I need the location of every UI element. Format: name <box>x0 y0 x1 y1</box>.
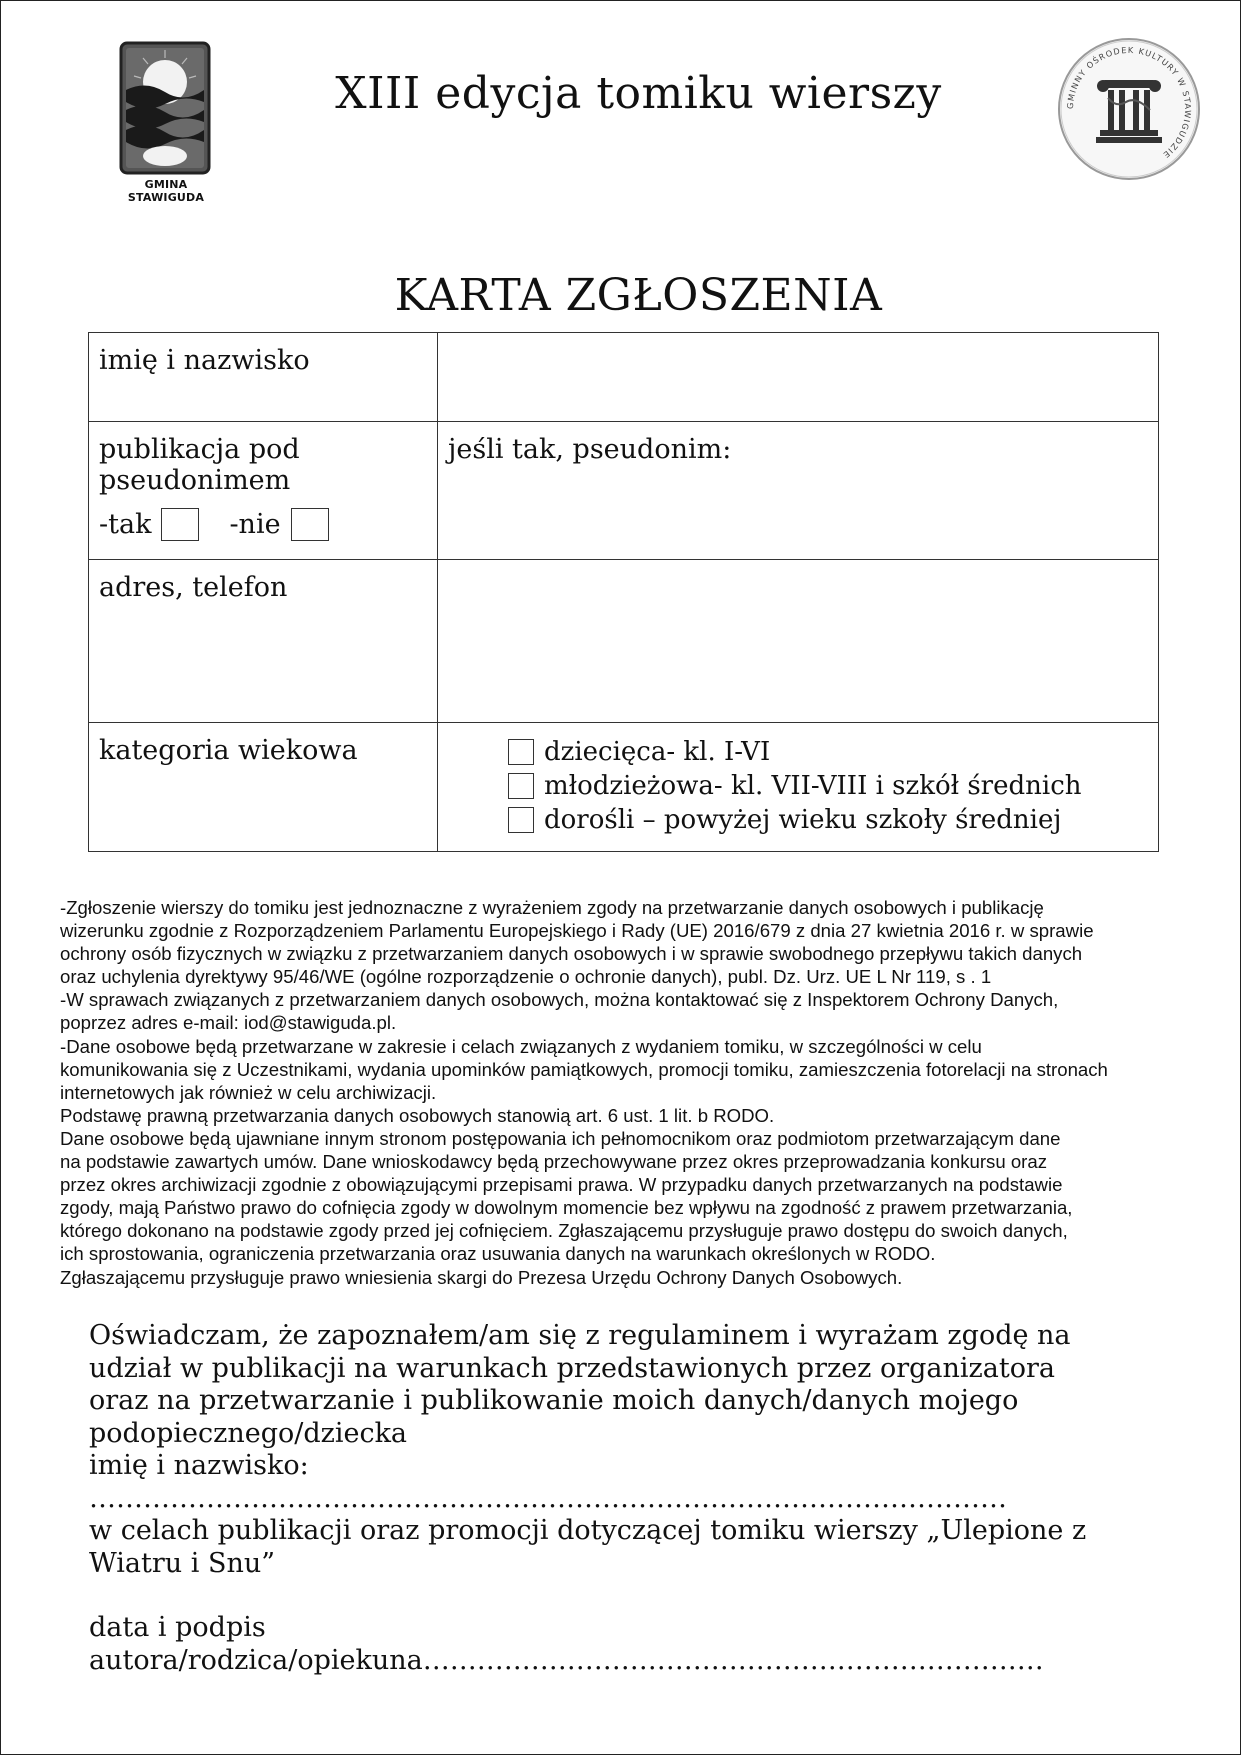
address-field[interactable] <box>438 560 1159 723</box>
gdpr-line: na podstawie zawartych umów. Dane wnioskodawcy będą przechowywane przez okres przeprowadzania konkursu oraz <box>60 1151 1048 1173</box>
age-option-youth[interactable] <box>508 769 1148 803</box>
pseudonym-field[interactable] <box>438 422 1159 560</box>
declaration-line: Wiatru i Snu” <box>89 1547 276 1579</box>
gdpr-line: -Dane osobowe będą przetwarzane w zakresie i celach związanych z wydaniem tomiku, w szczególności w celu <box>60 1035 982 1057</box>
form-title: KARTA ZGŁOSZENIA <box>394 270 883 321</box>
yes-label: -tak <box>99 509 152 540</box>
gok-stawiguda-logo <box>1056 36 1202 182</box>
yes-checkbox[interactable] <box>161 508 199 541</box>
svg-text:GMINNY OŚRODEK KULTURY W STAWI: GMINNY OŚRODEK KULTURY W STAWIGUDZIE <box>1064 44 1194 161</box>
pseudonym-label-line2: pseudonimem <box>99 465 291 496</box>
pseudonym-label-cell <box>89 422 438 560</box>
declaration-line: Oświadczam, że zapoznałem/am się z regulaminem i wyrażam zgodę na <box>89 1320 1071 1351</box>
gdpr-line: -Zgłoszenie wierszy do tomiku jest jednoznaczne z wyrażeniem zgody na przetwarzanie danych osobowych i publikację <box>60 897 1044 918</box>
gdpr-line: ich sprostowania, ograniczenia przetwarzania oraz usuwania danych na warunkach określonych w RODO. <box>60 1243 936 1265</box>
gdpr-line: przez okres archiwizacji zgodnie z obowiązującymi przepisami prawa. W przypadku danych przetwarzanych na podstawie <box>60 1174 1063 1196</box>
name-label: imię i nazwisko <box>89 333 438 422</box>
logo-caption: GMINA STAWIGUDA <box>127 178 205 204</box>
gdpr-notice <box>60 896 1230 1289</box>
signature-label: data i podpis <box>89 1612 266 1643</box>
age-option-label: dziecięca- kl. I-VI <box>544 737 771 767</box>
name-row <box>89 333 1159 422</box>
gdpr-line: Podstawę prawną przetwarzania danych osobowych stanowią art. 6 ust. 1 lit. b RODO. <box>60 1104 775 1126</box>
age-option-label: młodzieżowa- kl. VII-VIII i szkół średnich <box>544 771 1082 801</box>
declaration-name-label: imię i nazwisko: <box>89 1450 309 1481</box>
address-row <box>89 560 1159 723</box>
no-label: -nie <box>229 509 281 540</box>
gdpr-line: poprzez adres e-mail: iod@stawiguda.pl. <box>60 1012 397 1034</box>
declaration-line: udział w publikacji na warunkach przedstawionych przez organizatora <box>89 1352 1055 1384</box>
name-field[interactable] <box>438 333 1159 422</box>
age-option-children[interactable] <box>508 735 1148 769</box>
age-option-adults[interactable] <box>508 803 1148 837</box>
declaration-line: oraz na przetwarzanie i publikowanie moich danych/danych mojego <box>89 1385 1019 1416</box>
consent-declaration <box>89 1320 1189 1677</box>
gdpr-line: -W sprawach związanych z przetwarzaniem danych osobowych, można kontaktować się z Inspektorem Ochrony Danych, <box>60 989 1059 1011</box>
declaration-line: w celach publikacji oraz promocji dotyczącej tomiku wierszy „Ulepione z <box>89 1515 1087 1546</box>
age-option-checkbox[interactable] <box>508 807 534 833</box>
gdpr-line: oraz uchylenia dyrektywy 95/46/WE (ogólne rozporządzenie o ochronie danych), publ. Dz. Urz. UE L Nr 119, s . 1 <box>60 966 992 988</box>
gdpr-line: internetowych jak również w celu archiwizacji. <box>60 1081 437 1103</box>
gdpr-line: Dane osobowe będą ujawniane innym stronom postępowania ich pełnomocnikom oraz podmiotom przetwarzającym dane <box>60 1127 1061 1149</box>
gdpr-line: którego dokonano na podstawie zgody przed jej cofnięciem. Zgłaszającemu przysługuje prawo dostępu do swoich danych, <box>60 1220 1068 1242</box>
page-title: XIII edycja tomiku wierszy <box>335 68 942 119</box>
gdpr-line: wizerunku zgodnie z Rozporządzeniem Parlamentu Europejskiego i Rady (UE) 2016/679 z dnia 27 kwietnia 2016 r. w sprawie <box>60 920 1094 942</box>
age-option-checkbox[interactable] <box>508 773 534 799</box>
gmina-stawiguda-logo <box>118 40 214 204</box>
age-category-row <box>89 723 1159 852</box>
yes-no-choice <box>99 508 427 541</box>
signature-field[interactable]: autora/rodzica/opiekuna…………………………………………………………… <box>89 1644 1044 1676</box>
age-category-label: kategoria wiekowa <box>89 723 438 852</box>
no-checkbox[interactable] <box>291 508 329 541</box>
declaration-name-field[interactable]: ………………………………………………………………………………………… <box>89 1482 1007 1514</box>
age-option-label: dorośli – powyżej wieku szkoły średniej <box>544 805 1062 835</box>
pseudonym-label-line1: publikacja pod <box>99 434 300 465</box>
address-label: adres, telefon <box>89 560 438 723</box>
gdpr-line: ochrony osób fizycznych w związku z przetwarzaniem danych osobowych i w sprawie swobodnego przepływu takich danych <box>60 943 1083 965</box>
gdpr-line: komunikowania się z Uczestnikami, wydania upominków pamiątkowych, promocji tomiku, zamieszczenia fotorelacji na stronach <box>60 1058 1108 1080</box>
age-category-options <box>438 723 1159 852</box>
declaration-line: podopiecznego/dziecka <box>89 1417 408 1449</box>
gdpr-line: zgody, mają Państwo prawo do cofnięcia zgody w dowolnym momencie bez wpływu na zgodność z prawem przetwarzania, <box>60 1197 1073 1219</box>
gdpr-line: Zgłaszającemu przysługuje prawo wniesienia skargi do Prezesa Urzędu Ochrony Danych Osobowych. <box>60 1266 903 1288</box>
pseudonym-value-label: jeśli tak, pseudonim: <box>448 434 732 465</box>
application-form-table <box>88 332 1159 852</box>
column-seal-icon <box>1056 36 1202 182</box>
age-option-checkbox[interactable] <box>508 739 534 765</box>
pseudonym-row <box>89 422 1159 560</box>
